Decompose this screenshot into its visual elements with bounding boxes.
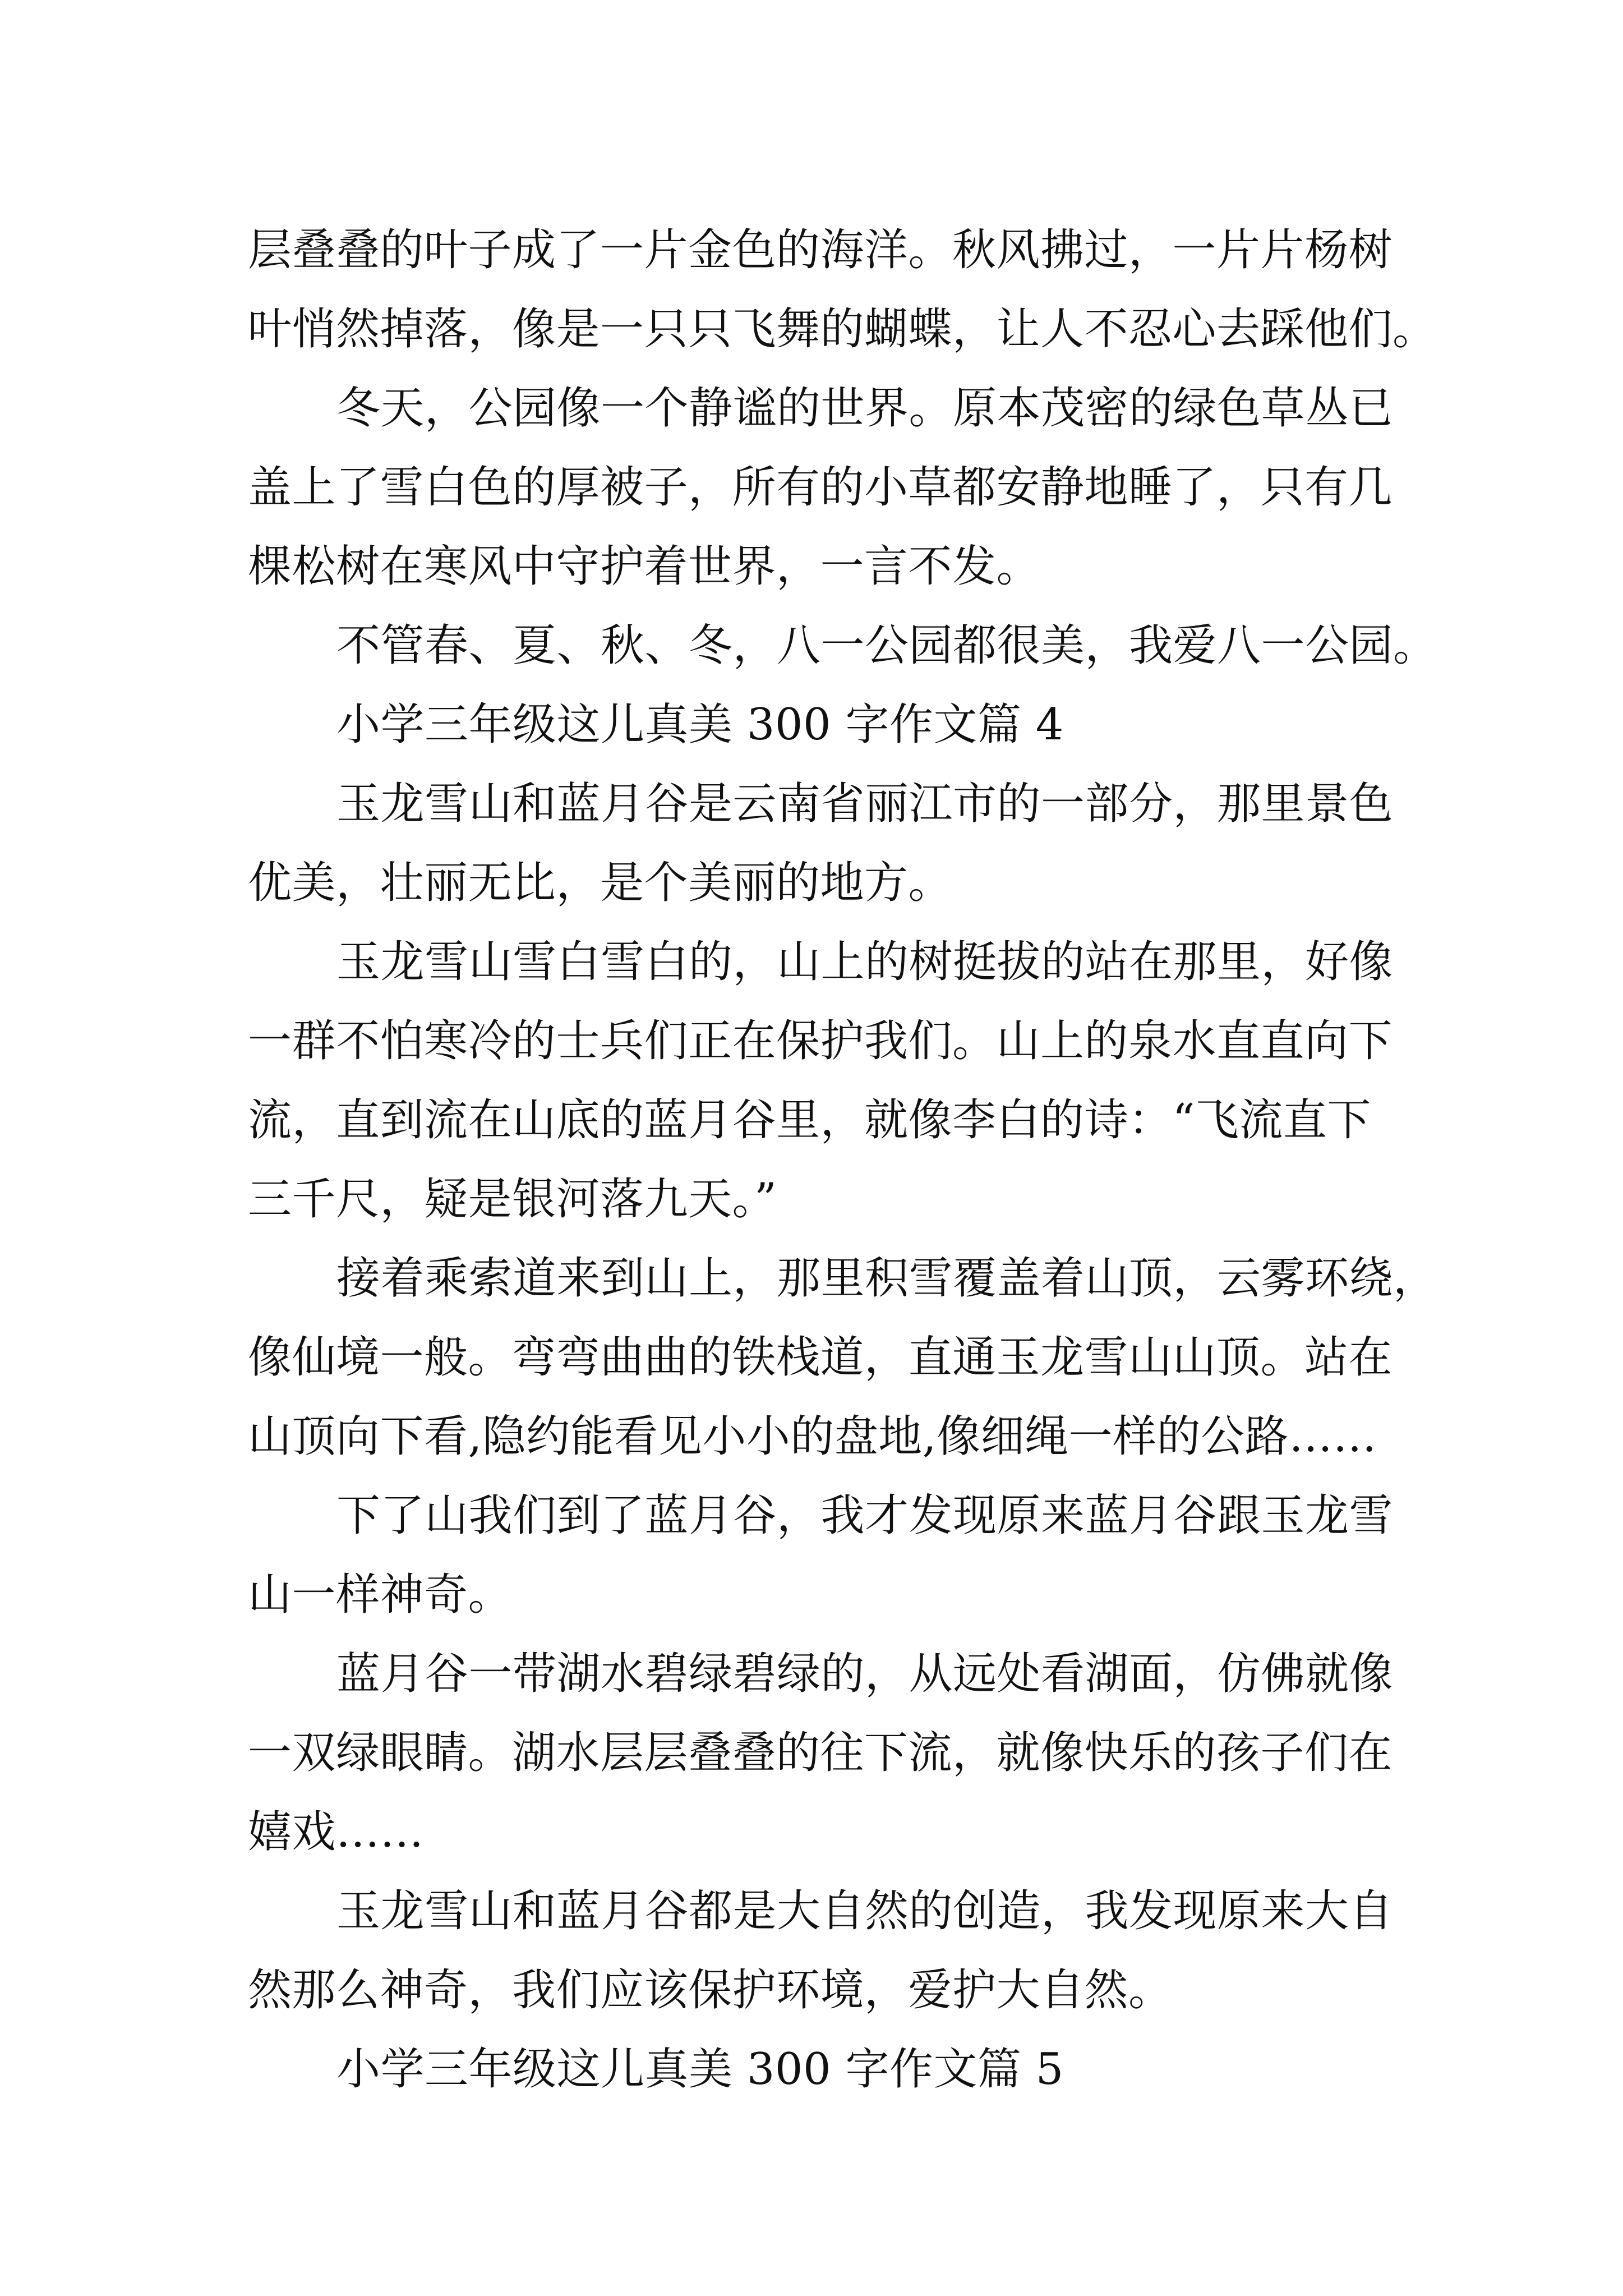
text-line: 嬉戏…… [248, 1807, 425, 1857]
paragraph-start-line: 冬天，公园像一个静谧的世界。原本茂密的绿色草丛已 [336, 383, 1394, 434]
text-line: 然那么神奇，我们应该保护环境，爱护大自然。 [248, 1965, 1173, 2016]
paragraph-start-line: 玉龙雪山雪白雪白的，山上的树挺拔的站在那里，好像 [336, 937, 1394, 987]
text-line: 一群不怕寒冷的士兵们正在保护我们。山上的泉水直直向下 [248, 1016, 1393, 1066]
text-line: 流，直到流在山底的蓝月谷里，就像李白的诗：“飞流直下 [248, 1095, 1371, 1145]
text-line: 棵松树在寒风中守护着世界，一言不发。 [248, 541, 1041, 592]
paragraph-start-line: 接着乘索道来到山上，那里积雪覆盖着山顶，云雾环绕， [336, 1253, 1437, 1304]
paragraph-start-line: 玉龙雪山和蓝月谷是云南省丽江市的一部分，那里景色 [336, 779, 1394, 829]
text-line: 层叠叠的叶子成了一片金色的海洋。秋风拂过，一片片杨树 [248, 225, 1393, 275]
text-line: 山一样神奇。 [248, 1570, 513, 1620]
essay-text [248, 211, 1437, 2109]
section-heading: 小学三年级这儿真美 300 字作文篇 4 [336, 700, 1064, 750]
paragraph-start-line: 下了山我们到了蓝月谷，我才发现原来蓝月谷跟玉龙雪 [336, 1490, 1394, 1541]
text-line: 一双绿眼睛。湖水层层叠叠的往下流，就像快乐的孩子们在 [248, 1728, 1393, 1778]
paragraph-start-line: 玉龙雪山和蓝月谷都是大自然的创造，我发现原来大自 [336, 1886, 1394, 1936]
text-line: 像仙境一般。弯弯曲曲的铁栈道，直通玉龙雪山山顶。站在 [248, 1332, 1393, 1383]
section-heading: 小学三年级这儿真美 300 字作文篇 5 [336, 2044, 1064, 2095]
text-line: 叶悄然掉落，像是一只只飞舞的蝴蝶，让人不忍心去踩他们。 [248, 304, 1437, 355]
text-line: 盖上了雪白色的厚被子，所有的小草都安静地睡了，只有几 [248, 462, 1393, 513]
text-line: 山顶向下看,隐约能看见小小的盘地,像细绳一样的公路…… [248, 1411, 1377, 1462]
paragraph-start-line: 蓝月谷一带湖水碧绿碧绿的，从远处看湖面，仿佛就像 [336, 1649, 1394, 1699]
paragraph-start-line: 不管春、夏、秋、冬，八一公园都很美，我爱八一公园。 [336, 620, 1437, 671]
text-line: 优美，壮丽无比，是个美丽的地方。 [248, 858, 953, 908]
text-line: 三千尺，疑是银河落九天。” [248, 1174, 777, 1225]
